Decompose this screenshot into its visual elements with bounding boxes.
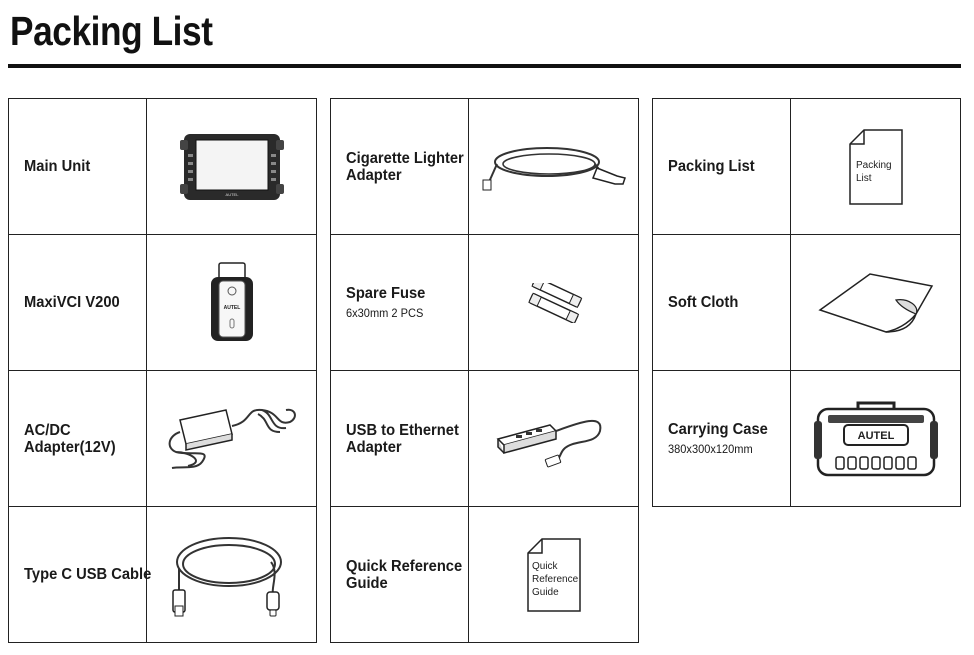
title-rule [8,64,961,68]
table-row [653,235,961,371]
item-name: Type C USB Cable [24,566,152,583]
item-label-cell [9,235,147,371]
document-icon [848,128,904,206]
svg-text:AUTEL: AUTEL [223,304,240,311]
item-image-cell [147,371,317,507]
table-row [9,99,317,235]
case-logo: AUTEL [857,429,894,442]
item-label-cell [331,507,469,643]
item-image-cell [147,99,317,235]
item-label-cell [653,371,791,507]
item-image-cell [147,235,317,371]
item-name: Main Unit [24,158,91,175]
item-label-cell [653,99,791,235]
item-name: Spare Fuse [346,285,426,302]
item-label-cell [9,507,152,643]
item-image-cell [469,235,639,371]
item-image-cell [791,99,961,235]
item-name: Carrying Case [668,421,768,438]
table-row [331,507,639,643]
item-image-cell [791,371,961,507]
table-row [9,235,317,371]
cigarette-adapter-icon [479,142,629,192]
doc-text-line: Reference [531,573,578,585]
usb-cable-icon [167,532,297,618]
doc-text-line: Quick [531,560,558,572]
table-row [653,99,961,235]
usb-ethernet-icon [494,409,614,469]
item-label-cell [331,235,469,371]
item-name: AC/DC Adapter(12V) [24,421,116,456]
doc-text-line: List [855,172,872,184]
table-row [9,371,317,507]
item-label-cell [331,371,469,507]
packing-table-2 [330,98,639,643]
item-name: Cigarette Lighter Adapter [346,149,464,184]
cloth-icon [816,270,936,336]
table-row [331,371,639,507]
item-spec: 6x30mm 2 PCS [346,306,424,320]
doc-text-line: Packing [855,159,892,171]
item-name: Packing List [668,158,755,175]
item-label-cell [9,371,147,507]
item-name: Soft Cloth [668,294,739,311]
table-row [653,371,961,507]
packing-table-1 [8,98,317,643]
item-image-cell [791,235,961,371]
item-label-cell [331,99,469,235]
device-logo: AUTEL [225,191,238,197]
fuse-icon [519,283,589,323]
vci-device-icon [207,261,257,345]
table-row [9,507,317,643]
doc-text-line: Guide [531,586,559,598]
table-row [331,235,639,371]
item-spec: 380x300x120mm [668,442,753,456]
carrying-case-icon [814,399,938,479]
item-image-cell [469,99,639,235]
item-image-cell [147,507,317,643]
item-name: USB to Ethernet Adapter [346,421,459,456]
item-image-cell [469,371,639,507]
item-label-cell [9,99,147,235]
item-label-cell [653,235,791,371]
packing-table-3 [652,98,961,507]
table-row [331,99,639,235]
page-title: Packing List [10,8,213,54]
document-icon [526,537,582,613]
tablet-icon [180,132,284,202]
power-adapter-icon [162,404,302,474]
item-image-cell [469,507,639,643]
item-name: MaxiVCI V200 [24,294,120,311]
item-name: Quick Reference Guide [346,557,463,592]
